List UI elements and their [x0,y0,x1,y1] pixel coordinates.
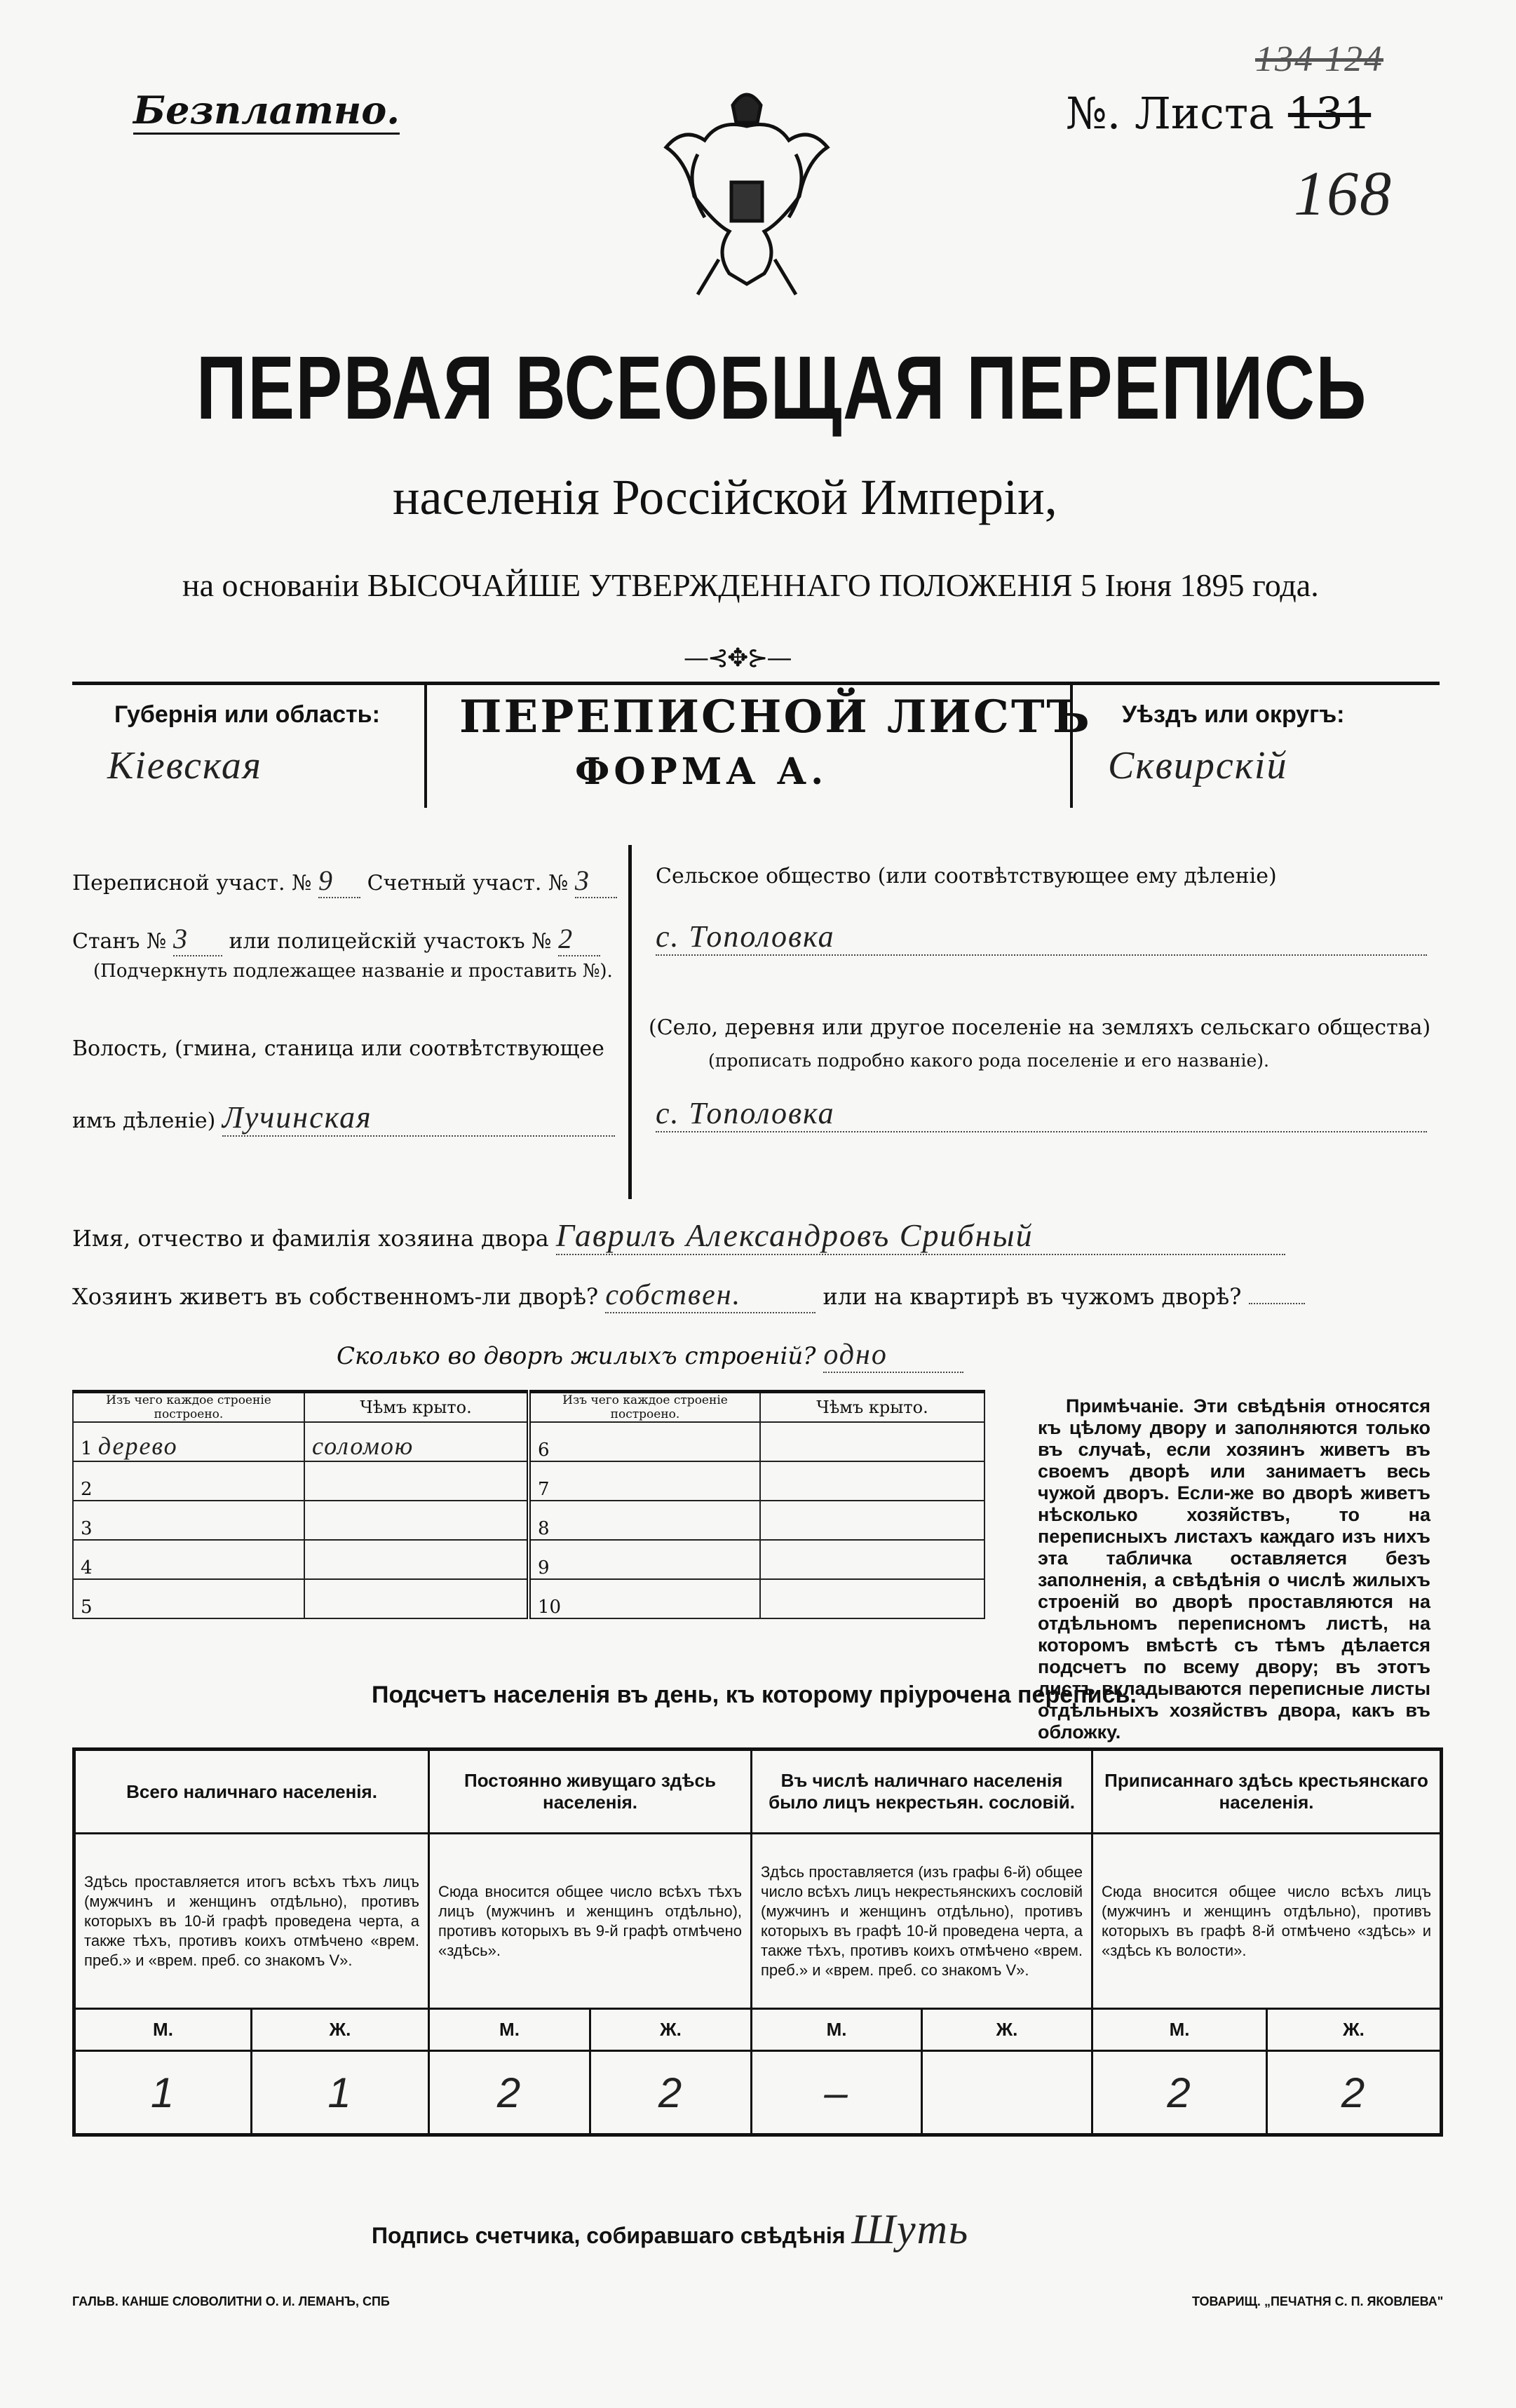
village-value[interactable]: с. Тополовка [656,1095,1427,1132]
volost-line [72,1100,615,1137]
col-desc: Сюда вносится общее число всѣхъ тѣхъ лицъ (мужчинъ и женщинъ отдѣльно), противъ которыхъ въ 9-й графѣ отмѣчено «здѣсь». [429,1834,752,2009]
uezd-label: Уѣздъ или округъ: [1122,701,1345,728]
owner-lives-value[interactable]: собствен. [605,1278,815,1313]
col-desc: Здѣсь проставляется (изъ графы 6-й) общее число всѣхъ лицъ некрестьянскихъ сословій (мужчинъ и женщинъ отдѣльно), противъ которыхъ въ графѣ 10-й проведена черта, а также тѣхъ, противъ коихъ отмѣчено «врем. преб.» и «врем. преб. со знакомъ V». [752,1834,1092,2009]
volost-value[interactable]: Лучинская [222,1100,615,1137]
signature-value[interactable]: Шуть [851,2206,970,2252]
count-female-registered[interactable]: 2 [1267,2051,1442,2135]
roof-value[interactable] [304,1501,529,1540]
count-title: Подсчетъ населенія въ день, къ которому пріурочена перепись. [372,1682,1137,1708]
col-head-permanent: Постоянно живущаго здѣсь населенія. [429,1750,752,1834]
col-head-present: Всего наличнаго населенія. [74,1750,429,1834]
female-label: Ж. [252,2009,429,2051]
row-number: 2 [73,1461,304,1501]
row-number: 10 [529,1579,760,1618]
hint-text: (Подчеркнуть подлежащее названіе и проставить №). [93,961,613,982]
buildings-line [337,1338,963,1373]
table-row [73,1461,984,1501]
sheet-crossed-numbers: 134 124 [1255,39,1383,79]
row-cell [73,1422,304,1461]
signature-line [372,2205,969,2254]
count-male-registered[interactable]: 2 [1092,2051,1267,2135]
row-number: 8 [529,1501,760,1540]
police-value[interactable]: 2 [558,922,600,956]
count-female-present[interactable]: 1 [252,2051,429,2135]
male-label: М. [1092,2009,1267,2051]
owner-lives-line [72,1278,1305,1313]
count-male-permanent[interactable]: 2 [429,2051,590,2135]
table-row [73,1540,984,1579]
count-male-non-peasant[interactable]: – [752,2051,922,2135]
col-desc: Здѣсь проставляется итогъ всѣхъ тѣхъ лицъ (мужчинъ и женщинъ отдѣльно), противъ которыхъ въ 10-й графѣ проведена черта, а также тѣхъ, противъ коихъ отмѣчено «врем. преб.» и «врем. преб. со знакомъ V». [74,1834,429,2009]
row-number: 3 [73,1501,304,1540]
sheet-printed: 131 [1287,88,1372,139]
perepis-uchastok-label: Переписной участ. № [72,871,312,895]
row-number: 4 [73,1540,304,1579]
roof-value[interactable] [760,1501,984,1540]
buildings-count-value[interactable]: одно [823,1338,963,1373]
row-number: 6 [529,1422,760,1461]
stan-value[interactable]: 3 [173,922,222,956]
footer-right: ТОВАРИЩ. „ПЕЧАТНЯ С. П. ЯКОВЛЕВА" [1192,2294,1444,2308]
owner-rent-label: или на квартирѣ въ чужомъ дворѣ? [823,1283,1242,1310]
male-label: М. [74,2009,252,2051]
owner-rent-value[interactable] [1249,1303,1305,1304]
col-material-header-2: Изъ чего каждое строеніе построено. [529,1392,760,1423]
count-female-permanent[interactable]: 2 [590,2051,752,2135]
form-subtitle: ФОРМА А. [575,750,828,793]
row-number: 7 [529,1461,760,1501]
uezd-value: Сквирскій [1108,744,1288,787]
col-head-registered: Приписаннаго здѣсь крестьянскаго населенія. [1092,1750,1442,1834]
owner-name-label: Имя, отчество и фамилія хозяина двора [72,1225,549,1252]
roof-value[interactable]: соломою [304,1422,529,1461]
count-male-present[interactable]: 1 [74,2051,252,2135]
table-row [73,1501,984,1540]
form-title: ПЕРЕПИСНОЙ ЛИСТЪ [459,691,1092,743]
main-title: ПЕРВАЯ ВСЕОБЩАЯ ПЕРЕПИСЬ [196,338,1367,438]
gubernia-value: Кіевская [107,744,262,787]
stan-label: Станъ № [72,929,167,954]
col-roof-header: Чѣмъ крыто. [304,1392,529,1423]
row-number: 5 [73,1579,304,1618]
owner-lives-label: Хозяинъ живетъ въ собственномъ-ли дворѣ? [72,1283,599,1310]
table-row [73,1422,984,1461]
imperial-eagle-emblem [656,77,838,309]
sheet-label: №. Листа [1066,88,1275,139]
roof-value[interactable] [760,1422,984,1461]
owner-name-line [72,1217,1285,1255]
society-label: Сельское общество (или соотвѣтствующее ему дѣленіе) [656,864,1277,888]
society-value[interactable]: с. Тополовка [656,919,1427,956]
basis-line: на основаніи ВЫСОЧАЙШЕ УТВЕРЖДЕННАГО ПОЛОЖЕНІЯ 5 Іюня 1895 года. [182,567,1319,603]
roof-value[interactable] [304,1579,529,1618]
village-label: (Село, деревня или другое поселеніе на земляхъ сельскаго общества) [649,1015,1431,1040]
col-material-header: Изъ чего каждое строеніе построено. [73,1392,304,1423]
schet-uchastok-value[interactable]: 3 [575,864,617,898]
ornament-divider: —⊰✥⊱— [684,644,791,672]
signature-label: Подпись счетчика, собиравшаго свѣдѣнія [372,2223,846,2248]
subtitle: населенія Россійской Имперіи, [393,469,1057,525]
female-label: Ж. [922,2009,1092,2051]
roof-value[interactable] [760,1540,984,1579]
material-value[interactable]: дерево [97,1432,178,1460]
female-label: Ж. [1267,2009,1442,2051]
roof-value[interactable] [304,1461,529,1501]
row-number: 9 [529,1540,760,1579]
male-label: М. [429,2009,590,2051]
note-title: Примѣчаніе. [1066,1395,1184,1416]
sheet-handwritten-number: 168 [1294,159,1393,229]
table-row [73,1579,984,1618]
roof-value[interactable] [760,1579,984,1618]
footer-left: ГАЛЬВ. КАНШЕ СЛОВОЛИТНИ О. И. ЛЕМАНЪ, СПБ [72,2294,390,2308]
owner-name-value[interactable]: Гаврилъ Александровъ Срибный [556,1217,1285,1255]
roof-value[interactable] [304,1540,529,1579]
col-head-non-peasant: Въ числѣ наличнаго населенія было лицъ некрестьян. сословій. [752,1750,1092,1834]
population-count-table [72,1747,1443,2137]
vertical-divider [628,845,632,1199]
note-text: Эти свѣдѣнія относятся къ цѣлому двору и заполняются только въ случаѣ, если хозяинъ живетъ въ своемъ дворѣ или занимаетъ весь чужой дворъ. Если-же во дворѣ живетъ нѣсколько хозяйствъ, то на переписныхъ листахъ каждаго изъ нихъ эта табличка оставляется безъ заполненія, а свѣдѣнія о числѣ жилыхъ строеній во дворѣ проставляются на отдѣльномъ переписномъ листѣ, на которомъ вмѣстѣ съ тѣмъ дѣлается подсчетъ по всему двору; въ этотъ листъ вкладываются переписные листы отдѣльныхъ хозяйствъ двора, какъ въ обложку. [1038,1395,1430,1743]
village-hint: (прописать подробно какого рода поселеніе и его названіе). [708,1050,1269,1071]
stan-line [72,922,600,956]
gubernia-label: Губернія или область: [114,701,380,728]
uezd-box [1070,682,1440,808]
col-desc: Сюда вносится общее число всѣхъ лицъ (мужчинъ и женщинъ отдѣльно), противъ которыхъ въ графѣ 8-й отмѣчено «здѣсь» и «здѣсь къ волости». [1092,1834,1442,2009]
col-roof-header-2: Чѣмъ крыто. [760,1392,984,1423]
male-label: М. [752,2009,922,2051]
count-female-non-peasant[interactable] [922,2051,1092,2135]
uchastok-line [72,864,617,898]
schet-uchastok-label: Счетный участ. № [367,871,569,895]
roof-value[interactable] [760,1461,984,1501]
volost-label: Волость, (гмина, станица или соотвѣтствующее [72,1036,604,1061]
police-label: или полицейскій участокъ № [229,929,552,954]
perepis-uchastok-value[interactable]: 9 [318,864,360,898]
volost-label-2: имъ дѣленіе) [72,1109,216,1133]
free-label: Безплатно. [133,88,400,135]
gubernia-box [72,682,427,808]
sheet-number-label [1066,88,1371,139]
row-number: 1 [81,1438,93,1459]
buildings-label: Сколько во дворѣ жилыхъ строеній? [337,1342,816,1370]
buildings-table [72,1390,985,1619]
female-label: Ж. [590,2009,752,2051]
